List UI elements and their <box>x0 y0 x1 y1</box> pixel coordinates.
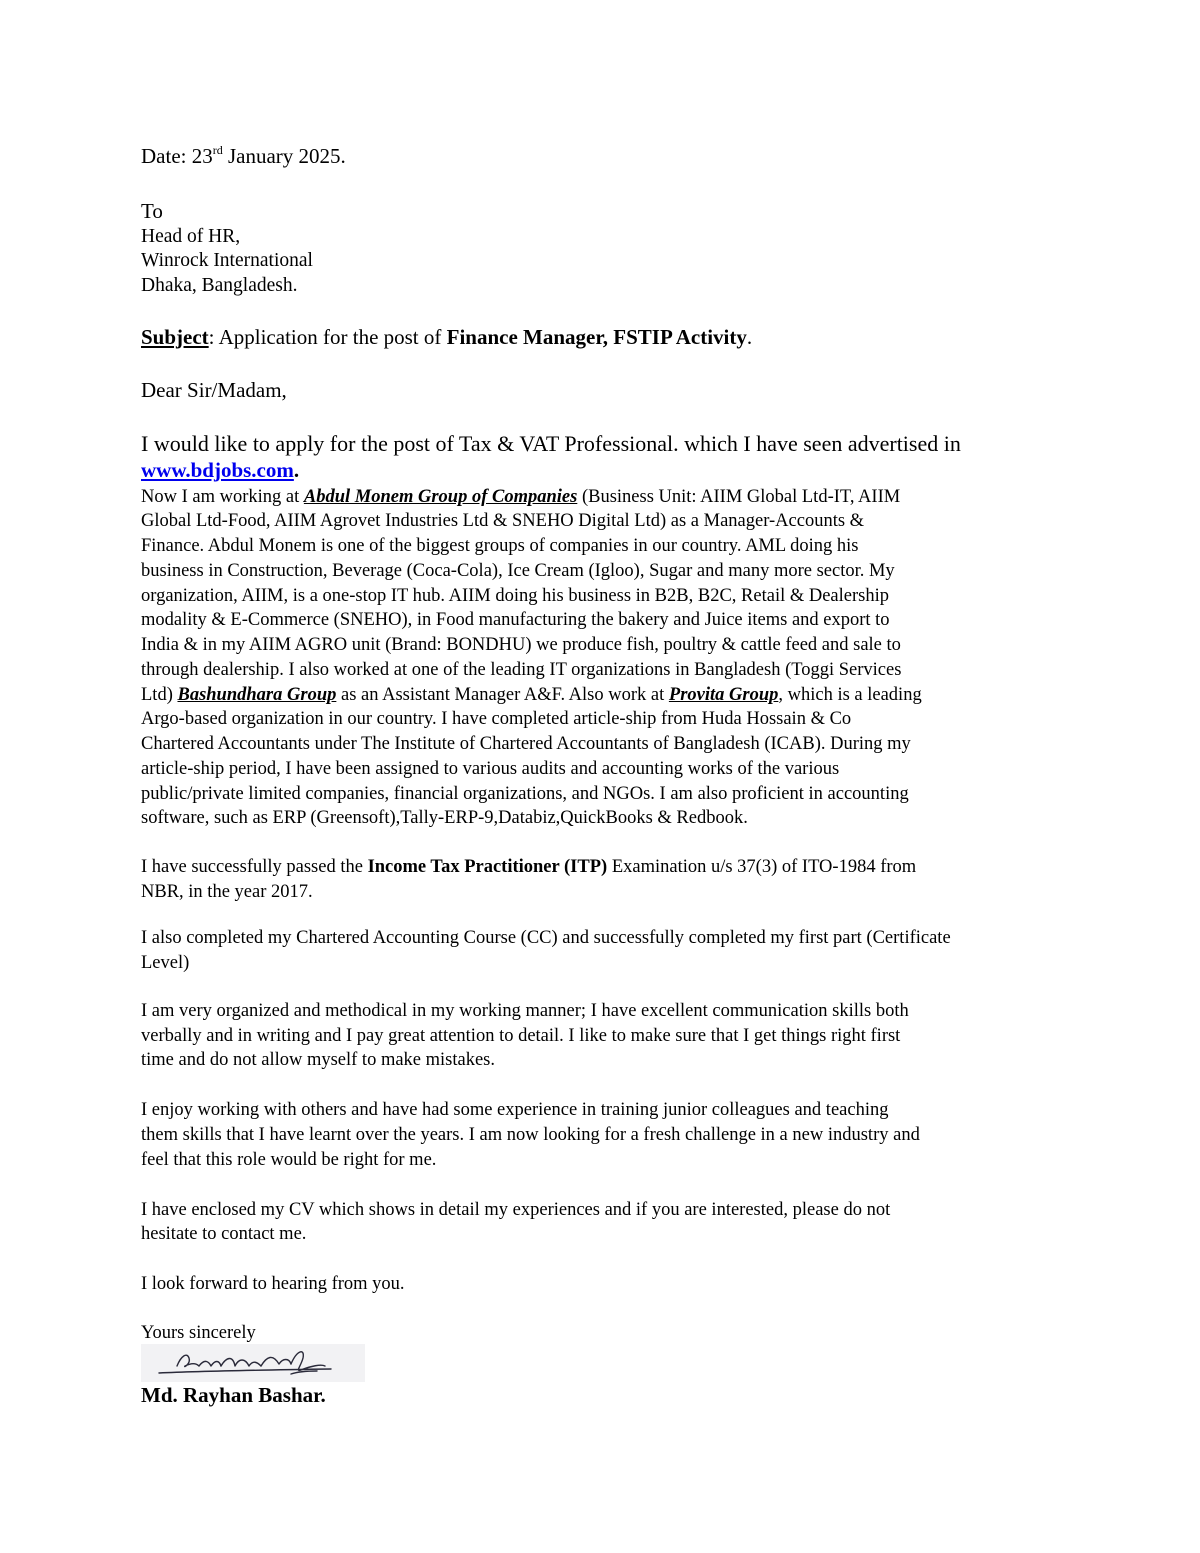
p5-line-3: feel that this role would be right for me. <box>141 1150 437 1170</box>
subject-text: : Application for the post of <box>208 325 447 349</box>
p4-line-3: time and do not allow myself to make mistakes. <box>141 1050 496 1070</box>
recipient-line-3: Dhaka, Bangladesh. <box>141 275 298 296</box>
p7-line: I look forward to hearing from you. <box>141 1274 405 1294</box>
p1-line-8: through dealership. I also worked at one of the leading IT organizations in Bangladesh (Toggi Services <box>141 660 902 680</box>
subject-end: . <box>746 325 753 349</box>
date-line <box>141 143 346 168</box>
date-ordinal: rd <box>212 143 223 157</box>
company-abdul-monem: Abdul Monem Group of Companies <box>303 487 578 507</box>
p1-line-6: modality & E-Commerce (SNEHO), in Food manufacturing the bakery and Juice items and export to <box>141 610 890 630</box>
subject-line <box>141 327 752 348</box>
p2-l1-post: Examination u/s 37(3) of ITO-1984 from <box>607 857 917 877</box>
p6-line-2: hesitate to contact me. <box>141 1224 307 1244</box>
intro-link-end: . <box>293 458 300 482</box>
company-provita: Provita Group <box>668 685 779 705</box>
bdjobs-link[interactable]: www.bdjobs.com <box>141 458 294 482</box>
p1-line-4: business in Construction, Beverage (Coca-Cola), Ice Cream (Igloo), Sugar and many more sector. My <box>141 561 895 581</box>
p1-line-13: public/private limited companies, financial organizations, and NGOs. I am also proficient in accounting <box>141 784 909 804</box>
p1-line-10: Argo-based organization in our country. I have completed article-ship from Huda Hossain & Co <box>141 709 852 729</box>
date-prefix: Date: 23 <box>141 144 213 168</box>
p1-line-9 <box>141 686 922 705</box>
p1-line-5: organization, AIIM, is a one-stop IT hub. AIIM doing his business in B2B, B2C, Retail & Dealership <box>141 586 889 606</box>
signature-icon <box>141 1344 365 1382</box>
p2-l1-pre: I have successfully passed the <box>141 857 368 877</box>
p6-line-1: I have enclosed my CV which shows in detail my experiences and if you are interested, please do not <box>141 1200 891 1220</box>
p1-l1-pre: Now I am working at <box>141 487 304 507</box>
company-bashundhara: Bashundhara Group <box>177 685 337 705</box>
subject-label: Subject <box>141 325 209 349</box>
p4-line-1: I am very organized and methodical in my working manner; I have excellent communication skills both <box>141 1001 909 1021</box>
subject-post: Finance Manager, FSTIP Activity <box>446 325 747 349</box>
p1-line-3: Finance. Abdul Monem is one of the biggest groups of companies in our country. AML doing his <box>141 536 859 556</box>
salutation: Dear Sir/Madam, <box>141 378 287 402</box>
p1-line-2: Global Ltd-Food, AIIM Agrovet Industries Ltd & SNEHO Digital Ltd) as a Manager-Accounts & <box>141 511 865 531</box>
intro-line-2 <box>141 460 299 481</box>
recipient-to: To <box>141 199 163 223</box>
p1-l9-mid: as an Assistant Manager A&F. Also work at <box>336 685 669 705</box>
p5-line-2: them skills that I have learnt over the years. I am now looking for a fresh challenge in a new industry and <box>141 1125 920 1145</box>
recipient-line-1: Head of HR, <box>141 226 241 247</box>
signatory-name: Md. Rayhan Bashar. <box>141 1383 326 1407</box>
p1-l9-pre: Ltd) <box>141 685 178 705</box>
p1-line-14: software, such as ERP (Greensoft),Tally-ERP-9,Databiz,QuickBooks & Redbook. <box>141 808 748 828</box>
recipient-line-2: Winrock International <box>141 250 313 271</box>
p1-line-1 <box>141 488 900 507</box>
p1-line-12: article-ship period, I have been assigned to various audits and accounting works of the various <box>141 759 840 779</box>
p1-l1-post: (Business Unit: AIIM Global Ltd-IT, AIIM <box>577 487 901 507</box>
p1-line-7: India & in my AIIM AGRO unit (Brand: BONDHU) we produce fish, poultry & cattle feed and sale to <box>141 635 901 655</box>
p2-line-2: NBR, in the year 2017. <box>141 882 313 902</box>
p5-line-1: I enjoy working with others and have had some experience in training junior colleagues and teaching <box>141 1100 889 1120</box>
p3-line-2: Level) <box>141 953 190 973</box>
itp-exam: Income Tax Practitioner (ITP) <box>367 857 608 877</box>
p3-line-1: I also completed my Chartered Accounting Course (CC) and successfully completed my first part (Certificate <box>141 928 951 948</box>
date-suffix: January 2025. <box>222 144 346 168</box>
intro-line-1: I would like to apply for the post of Tax & VAT Professional. which I have seen advertised in <box>141 431 961 456</box>
closing: Yours sincerely <box>141 1323 256 1343</box>
p4-line-2: verbally and in writing and I pay great attention to detail. I like to make sure that I get things right first <box>141 1026 901 1046</box>
p2-line-1 <box>141 858 916 877</box>
p1-line-11: Chartered Accountants under The Institute of Chartered Accountants of Bangladesh (ICAB). During my <box>141 734 911 754</box>
p1-l9-post: , which is a leading <box>778 685 922 705</box>
